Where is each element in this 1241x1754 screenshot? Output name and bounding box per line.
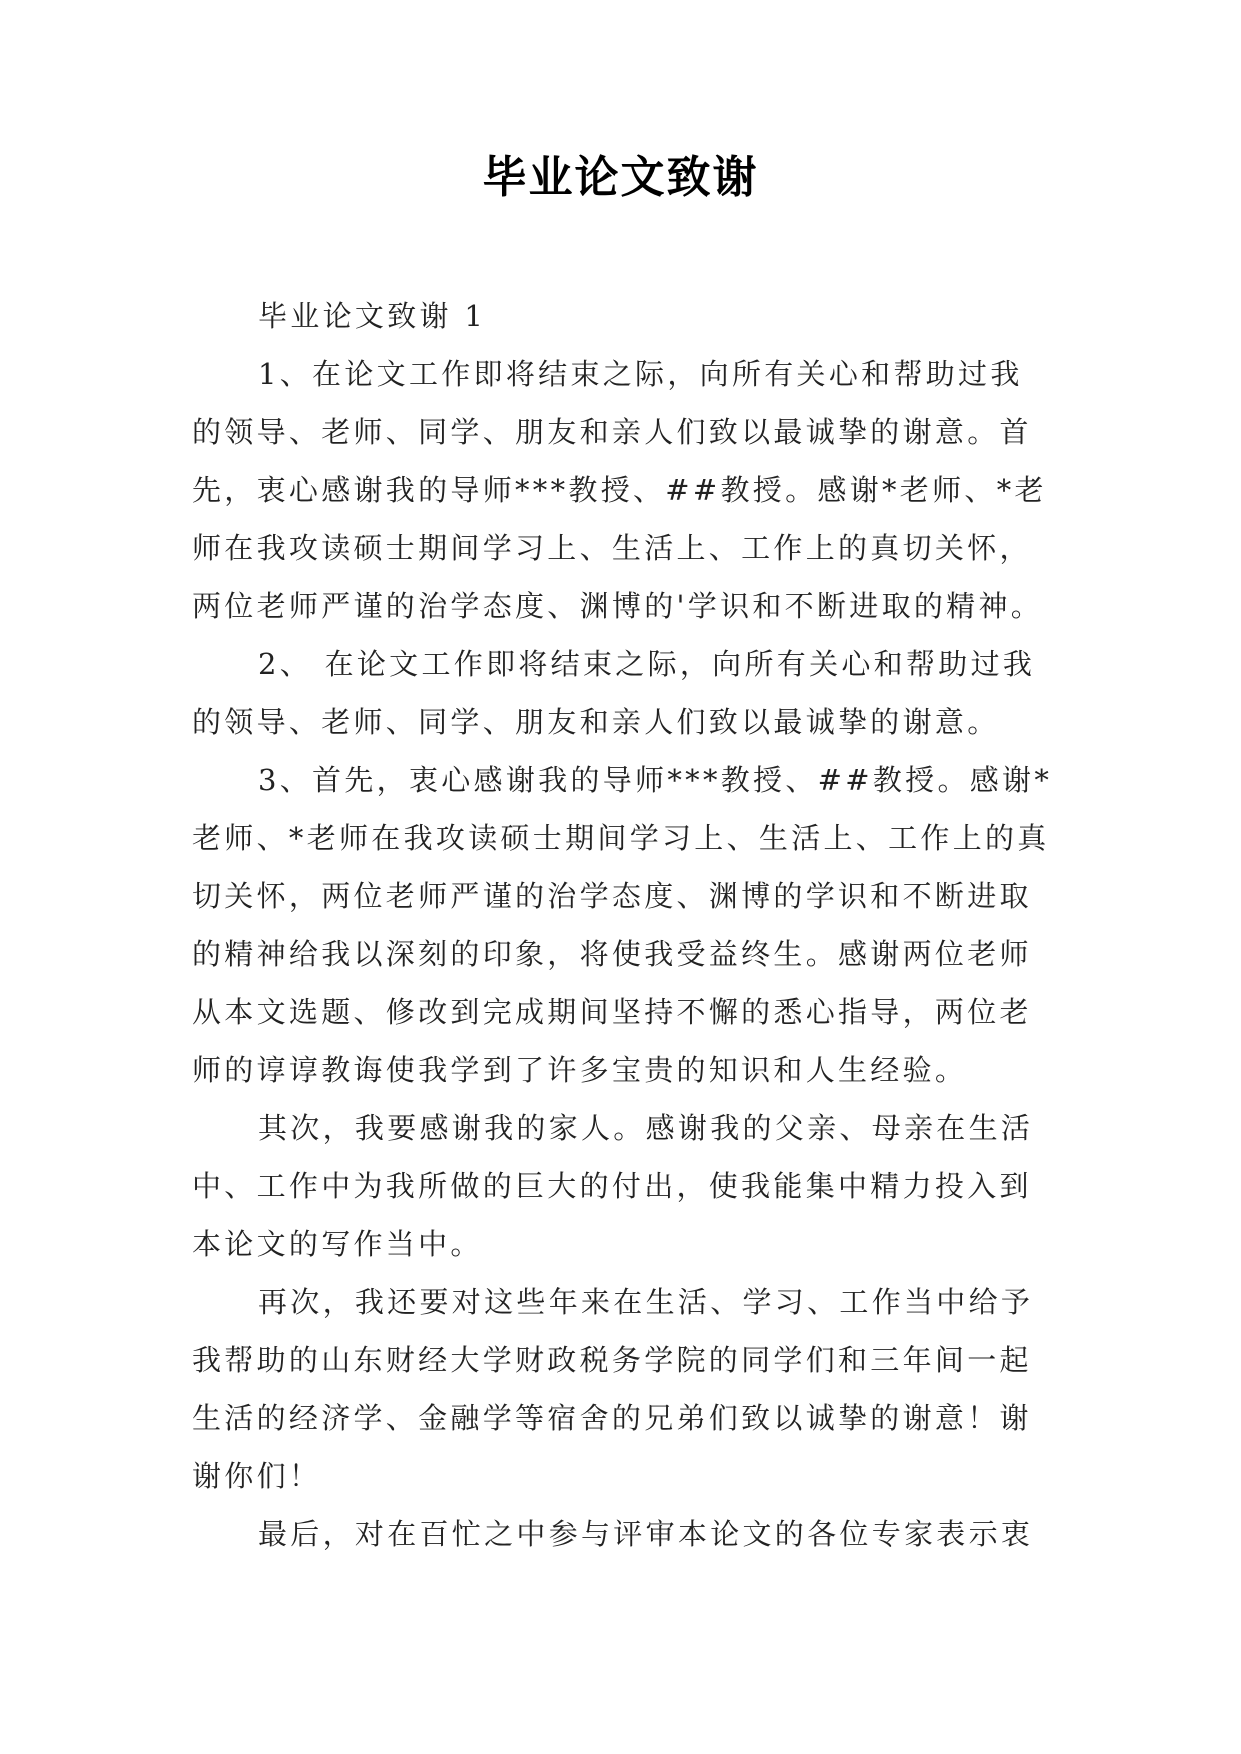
paragraph: 其次，我要感谢我的家人。感谢我的父亲、母亲在生活中、工作中为我所做的巨大的付出，使我能集中精力投入到本论文的写作当中。 <box>192 1111 1034 1261</box>
paragraph: 最后，对在百忙之中参与评审本论文的各位专家表示衷 <box>258 1517 1034 1551</box>
document-title: 毕业论文致谢 <box>482 152 759 203</box>
paragraph-heading: 毕业论文致谢 1 <box>258 299 487 333</box>
paragraph: 3、首先，衷心感谢我的导师***教授、##教授。感谢*老师、*老师在我攻读硕士期间学习上、生活上、工作上的真切关怀，两位老师严谨的治学态度、渊博的学识和不断进取的精神给我以深刻的印象，将使我受益终生。感谢两位老师从本文选题、修改到完成期间坚持不懈的悉心指导，两位老师的谆谆教诲使我学到了许多宝贵的知识和人生经验。 <box>192 763 1053 1087</box>
paragraph: 1、在论文工作即将结束之际，向所有关心和帮助过我的领导、老师、同学、朋友和亲人们致以最诚挚的谢意。首先，衷心感谢我的导师***教授、##教授。感谢*老师、*老师在我攻读硕士期间学习上、生活上、工作上的真切关怀，两位老师严谨的治学态度、渊博的'学识和不断进取的精神。 <box>192 357 1047 623</box>
paragraph: 再次，我还要对这些年来在生活、学习、工作当中给予我帮助的山东财经大学财政税务学院的同学们和三年间一起生活的经济学、金融学等宿舍的兄弟们致以诚挚的谢意！谢谢你们！ <box>192 1285 1034 1493</box>
paragraph: 2、 在论文工作即将结束之际，向所有关心和帮助过我的领导、老师、同学、朋友和亲人们致以最诚挚的谢意。 <box>192 647 1036 739</box>
document-body <box>192 287 1054 1563</box>
